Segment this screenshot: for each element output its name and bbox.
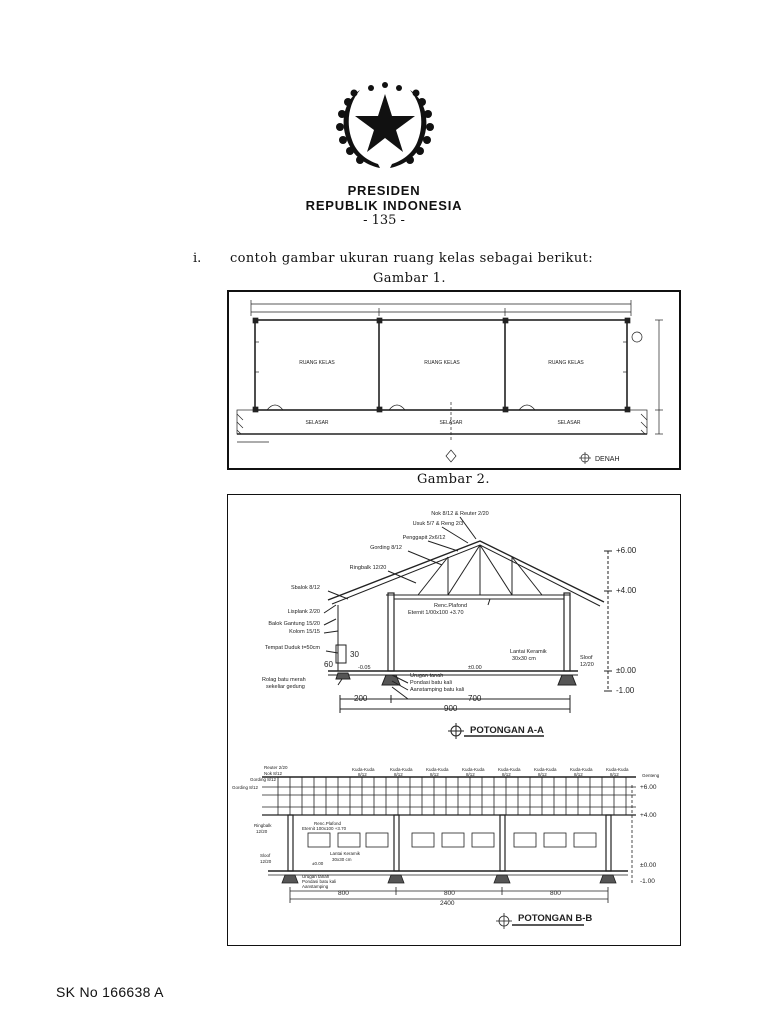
level-label: +4.00 [616, 586, 637, 595]
bb-dim: 800 [338, 890, 349, 897]
kuda-kuda-size: 8/12 [358, 772, 367, 777]
kuda-kuda-label: Kuda-Kuda [534, 767, 557, 772]
corridor-label: SELASAR [305, 420, 329, 426]
kuda-kuda-label: Kuda-Kuda [606, 767, 629, 772]
room-label: RUANG KELAS [424, 360, 460, 366]
bb-label-sloof-2: 12/20 [260, 859, 272, 864]
level-label: +6.00 [616, 546, 637, 555]
label-usuk: Usuk 5/7 & Reng 2/3 [412, 521, 464, 527]
bb-level: -1.00 [640, 878, 655, 885]
bb-plafond-2: Eternit 100x100 +3.70 [302, 826, 347, 831]
label-kolom: Kolom 15/15 [289, 629, 320, 635]
label-rolag-1: Rolag batu merah [262, 677, 306, 683]
figure1-floor-plan [227, 290, 681, 470]
label-pondasi: Pondasi batu kali [410, 680, 452, 686]
level-zero-inner: ±0.00 [468, 665, 482, 671]
figure2-caption: Gambar 2. [417, 472, 490, 487]
label-gording: Gording 8/12 [370, 545, 402, 551]
bb-level: +4.00 [640, 812, 657, 819]
label-rolag-2: sekeliar gedung [266, 684, 305, 690]
kuda-kuda-label: Kuda-Kuda [390, 767, 413, 772]
corridor-label: SELASAR [557, 420, 581, 426]
bb-zero: ±0.00 [312, 861, 324, 866]
label-plafond-1: Renc.Plafond [434, 603, 468, 609]
floor-plan-drawing [229, 292, 679, 468]
label-plafond-2: Eternit 1/00x100 +3.70 [408, 610, 464, 616]
figure2-sections [227, 494, 681, 946]
dim-700: 700 [468, 694, 482, 703]
bb-label-ringbalk-1: Ringbalk [254, 823, 272, 828]
dim-30: 30 [350, 650, 359, 659]
bb-lantai-1: Lantai Keramik [330, 851, 361, 856]
label-sloof-1: Sloof [580, 655, 593, 661]
label-nok: Nok 8/12 & Reuter 2/20 [431, 511, 489, 517]
presidential-emblem [330, 80, 440, 175]
bb-label-sloof-1: Sloof [260, 853, 271, 858]
room-label: RUANG KELAS [299, 360, 335, 366]
plan-title: DENAH [595, 456, 620, 463]
section-drawings [228, 495, 679, 944]
bb-label-gording: Gording 8/12 [250, 777, 277, 782]
kuda-kuda-size: 8/12 [502, 772, 511, 777]
level-label: ±0.00 [616, 666, 636, 675]
label-sloof-2: 12/20 [580, 662, 594, 668]
kuda-kuda-label: Kuda-Kuda [498, 767, 521, 772]
label-lisplank: Lisplank 2/20 [287, 609, 320, 615]
bb-aanstamping: Aanstamping [302, 884, 329, 889]
section-a-title: POTONGAN A-A [470, 725, 544, 736]
list-item-text: contoh gambar ukuran ruang kelas sebagai berikut: [230, 251, 594, 266]
kuda-kuda-size: 8/12 [394, 772, 403, 777]
label-aanstamping: Aanstamping batu kali [410, 687, 465, 693]
label-urugan: Urugan tanah [410, 673, 444, 679]
kuda-kuda-size: 8/12 [430, 772, 439, 777]
bb-plafond-1: Renc.Plafond [314, 821, 342, 826]
bb-dim: 800 [444, 890, 455, 897]
bb-label-gording2: Gording 8/12 [232, 785, 259, 790]
label-tempat-duduk: Tempat Duduk t=50cm [264, 645, 320, 651]
level-neg: -0.05 [358, 665, 371, 671]
label-sbalok: Sbalok 8/12 [290, 585, 320, 591]
label-lantai-2: 30x30 cm [512, 656, 536, 662]
bb-dim: 800 [550, 890, 561, 897]
dim-900: 900 [444, 704, 458, 713]
bb-label-ringbalk-2: 12/20 [256, 829, 268, 834]
section-b-title: POTONGAN B-B [518, 913, 593, 924]
bb-genteng: Genteng [642, 773, 660, 778]
kuda-kuda-size: 8/12 [574, 772, 583, 777]
kuda-kuda-size: 8/12 [466, 772, 475, 777]
bb-lantai-2: 30x30 cm [332, 857, 352, 862]
bb-urugan: Urugan tanah [302, 874, 330, 879]
corridor-label: SELASAR [439, 420, 463, 426]
figure1-caption: Gambar 1. [373, 271, 446, 286]
kuda-kuda-label: Kuda-Kuda [426, 767, 449, 772]
bb-level: ±0.00 [640, 862, 657, 869]
label-ringbalk: Ringbalk 12/20 [349, 565, 387, 571]
bb-total: 2400 [440, 900, 455, 907]
kuda-kuda-label: Kuda-Kuda [462, 767, 485, 772]
header-title-presiden: PRESIDEN [347, 183, 421, 198]
kuda-kuda-label: Kuda-Kuda [352, 767, 375, 772]
kuda-kuda-size: 8/12 [538, 772, 547, 777]
bb-label-nok: Nok 8/12 [264, 771, 283, 776]
level-label: -1.00 [616, 686, 635, 695]
document-footer: SK No 166638 A [56, 984, 164, 1000]
kuda-kuda-label: Kuda-Kuda [570, 767, 593, 772]
room-label: RUANG KELAS [548, 360, 584, 366]
list-marker: i. [193, 251, 202, 266]
page-number: - 135 - [363, 213, 405, 228]
dim-200: 200 [354, 694, 368, 703]
label-lantai-1: Lantai Keramik [510, 649, 547, 655]
bb-label-reuter: Reuter 2/20 [264, 765, 288, 770]
bb-level: +6.00 [640, 784, 657, 791]
label-penggapit: Penggapit 2x6/12 [402, 535, 446, 541]
label-balok-gantung: Balok Gantung 15/20 [268, 621, 320, 627]
kuda-kuda-size: 8/12 [610, 772, 619, 777]
dim-60: 60 [324, 660, 333, 669]
header-title-republik: REPUBLIK INDONESIA [305, 198, 463, 213]
bb-pondasi: Pondasi batu kali [302, 879, 337, 884]
